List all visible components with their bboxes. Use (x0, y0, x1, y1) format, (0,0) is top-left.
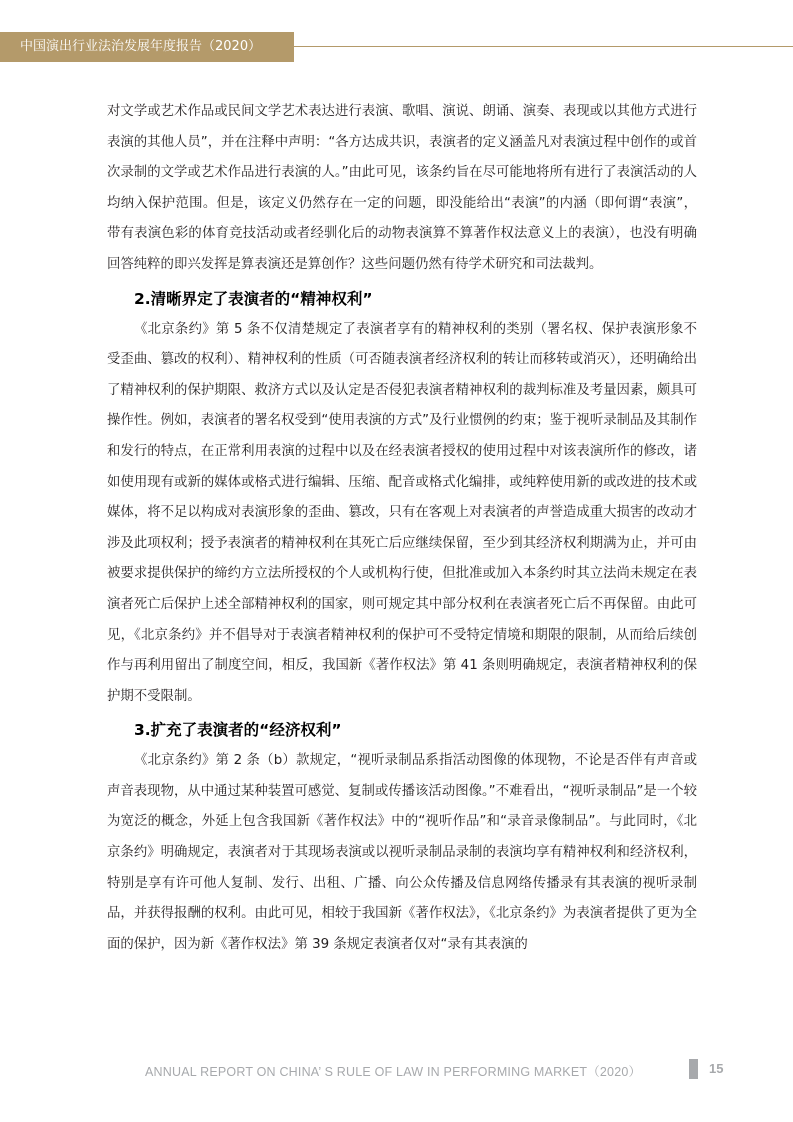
paragraph-continued: 对文学或艺术作品或民间文学艺术表达进行表演、歌唱、演说、朗诵、演奏、表现或以其他方式进行表演的其他人员”，并在注释中声明：“各方达成共识，表演者的定义涵盖凡对表演过程中创作的或首次录制的文学或艺术作品进行表演的人。”由此可见，该条约旨在尽可能地将所有进行了表演活动的人均纳入保护范围。但是，该定义仍然存在一定的问题，即没能给出“表演”的内涵（即何谓“表演”，带有表演色彩的体育竞技活动或者经驯化后的动物表演算不算著作权法意义上的表演），也没有明确回答纯粹的即兴发挥是算表演还是算创作？这些问题仍然有待学术研究和司法裁判。 (107, 104, 697, 272)
header-divider (294, 46, 793, 47)
paragraph-moral-rights: 《北京条约》第 5 条不仅清楚规定了表演者享有的精神权利的类别（署名权、保护表演形象不受歪曲、篡改的权利）、精神权利的性质（可否随表演者经济权利的转让而移转或消灭），还明确给出了精神权利的保护期限、救济方式以及认定是否侵犯表演者精神权利的裁判标准及考量因素，颇具可操作性。例如，表演者的署名权受到“使用表演的方式”及行业惯例的约束；鉴于视听录制品及其制作和发行的特点，在正常利用表演的过程中以及在经表演者授权的使用过程中对该表演所作的修改，诸如使用现有或新的媒体或格式进行编辑、压缩、配音或格式化编排，或纯粹使用新的或改进的技术或媒体，将不足以构成对表演形象的歪曲、篡改，只有在客观上对表演者的声誉造成重大损害的改动才涉及此项权利；授予表演者的精神权利在其死亡后应继续保留，至少到其经济权利期满为止，并可由被要求提供保护的缔约方立法所授权的个人或机构行使，但批准或加入本条约时其立法尚未规定在表演者死亡后保护上述全部精神权利的国家，则可规定其中部分权利在表演者死亡后不再保留。由此可见，《北京条约》并不倡导对于表演者精神权利的保护可不受特定情境和期限的限制，从而给后续创作与再利用留出了制度空间，相反，我国新《著作权法》第 41 条则明确规定，表演者精神权利的保护期不受限制。 (107, 321, 697, 704)
running-footer-title: ANNUAL REPORT ON CHINA’ S RULE OF LAW IN PERFORMING MARKET（2020） (145, 1065, 642, 1079)
running-header-title: 中国演出行业法治发展年度报告（2020） (20, 39, 262, 54)
running-header (0, 32, 294, 62)
section-heading-moral-rights: 2.清晰界定了表演者的“精神权利” (134, 289, 373, 308)
main-content (107, 97, 697, 960)
section-heading-economic-rights: 3.扩充了表演者的“经济权利” (134, 721, 342, 740)
paragraph-economic-rights: 《北京条约》第 2 条（b）款规定，“视听录制品系指活动图像的体现物，不论是否伴有声音或声音表现物，从中通过某种装置可感觉、复制或传播该活动图像。”不难看出，“视听录制品”是一个较为宽泛的概念，外延上包含我国新《著作权法》中的“视听作品”和“录音录像制品”。与此同时，《北京条约》明确规定，表演者对于其现场表演或以视听录制品录制的表演均享有精神权利和经济权利，特别是享有许可他人复制、发行、出租、广播、向公众传播及信息网络传播录有其表演的视听录制品，并获得报酬的权利。由此可见，相较于我国新《著作权法》，《北京条约》为表演者提供了更为全面的保护，因为新《著作权法》第 39 条规定表演者仅对“录有其表演的 (107, 753, 697, 952)
page-number: 15 (709, 1061, 724, 1076)
footer-bar-mark (689, 1059, 698, 1079)
